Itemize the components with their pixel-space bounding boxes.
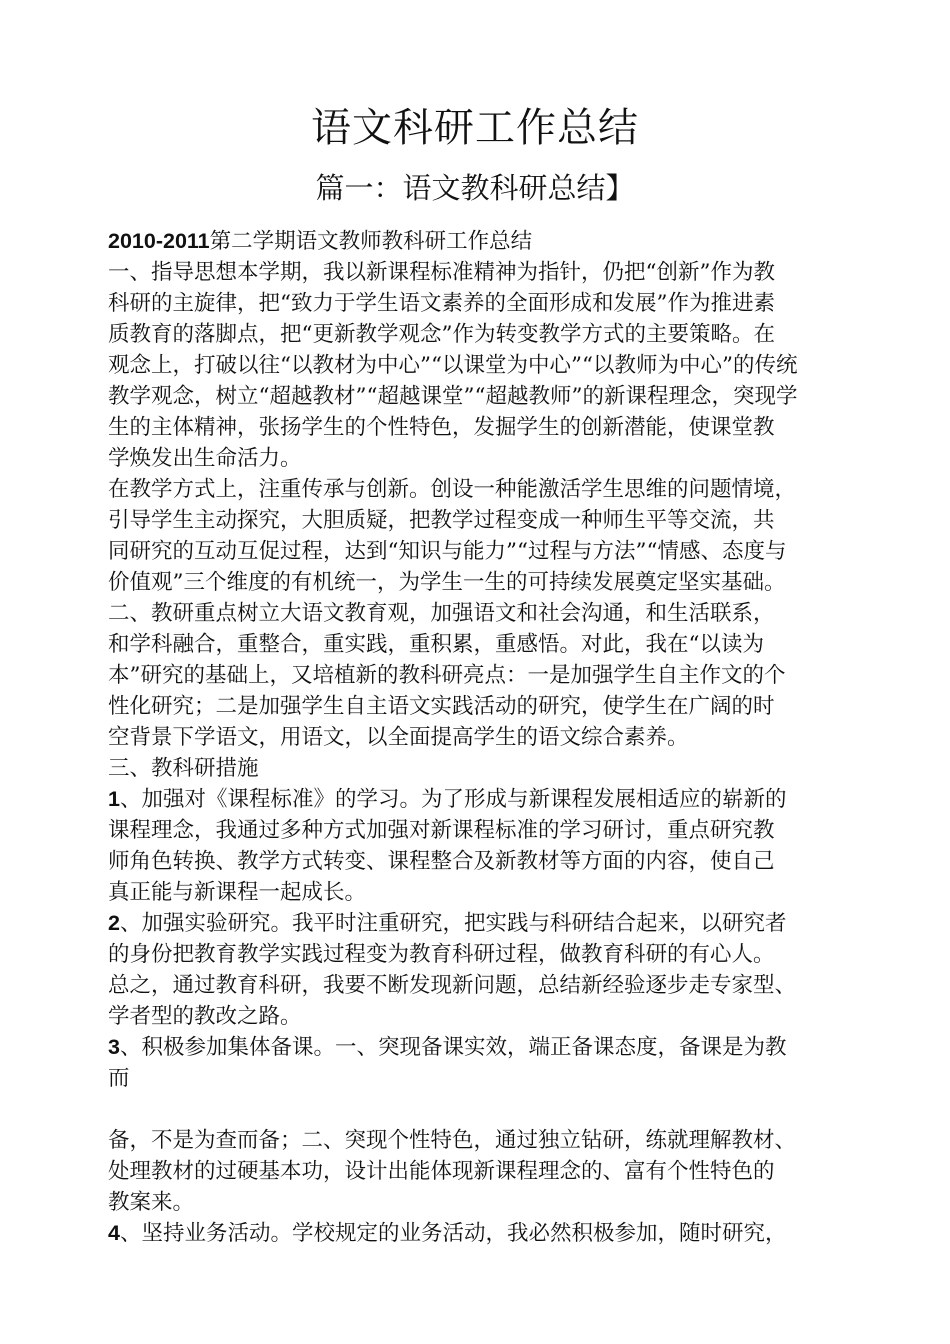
text-line: [108, 505, 848, 536]
text-line: [108, 474, 848, 505]
line-text: 第二学期语文教师教科研工作总结: [209, 229, 533, 254]
text-line: [108, 846, 848, 877]
line-lead-number: 1: [108, 787, 120, 811]
line-text: 引导学生主动探究，大胆质疑，把教学过程变成一种师生平等交流，共: [108, 508, 775, 533]
line-text: 在教学方式上，注重传承与创新。创设一种能激活学生思维的问题情境，: [108, 477, 797, 502]
text-line: [108, 753, 848, 784]
text-line: [108, 1218, 848, 1249]
line-text: 师角色转换、教学方式转变、课程整合及新教材等方面的内容，使自己: [108, 849, 775, 874]
line-text: 、坚持业务活动。学校规定的业务活动，我必然积极参加，随时研究，: [119, 1221, 787, 1246]
text-line: [108, 443, 848, 474]
line-text: 真正能与新课程一起成长。: [108, 880, 367, 905]
line-text: 价值观”三个维度的有机统一，为学生一生的可持续发展奠定坚实基础。: [108, 570, 786, 595]
line-lead-number: 3: [108, 1035, 120, 1059]
text-line: [108, 257, 848, 288]
line-text: 、加强对《课程标准》的学习。为了形成与新课程发展相适应的崭新的: [119, 787, 787, 812]
line-text: 同研究的互动互促过程，达到“知识与能力”“过程与方法”“情感、态度与: [108, 539, 787, 564]
text-line: [108, 1156, 848, 1187]
line-text: 本”研究的基础上，又培植新的教科研亮点：一是加强学生自主作文的个: [108, 663, 786, 688]
text-line: [108, 970, 848, 1001]
line-text: 学者型的教改之路。: [108, 1004, 302, 1029]
line-text: 性化研究；二是加强学生自主语文实践活动的研究，使学生在广阔的时: [108, 694, 775, 719]
line-lead-number: 4: [108, 1221, 120, 1245]
text-line: [108, 1063, 848, 1094]
text-line: [108, 288, 848, 319]
text-line: [108, 1187, 848, 1218]
text-line: [108, 877, 848, 908]
line-text: 生的主体精神，张扬学生的个性特色，发掘学生的创新潜能，使课堂教: [108, 415, 775, 440]
text-line: [108, 598, 848, 629]
line-text: 质教育的落脚点，把“更新教学观念”作为转变教学方式的主要策略。在: [108, 322, 775, 347]
text-line: [108, 1125, 848, 1156]
text-line: [108, 319, 848, 350]
line-text: 三、教科研措施: [108, 756, 259, 781]
text-line: [108, 381, 848, 412]
line-text: 备，不是为查而备；二、突现个性特色，通过独立钻研，练就理解教材、: [108, 1128, 797, 1153]
text-line: [108, 660, 848, 691]
text-line: [108, 412, 848, 443]
text-line: [108, 939, 848, 970]
line-text: 教学观念，树立“超越教材”“超越课堂”“超越教师”的新课程理念，突现学: [108, 384, 798, 409]
text-line: [108, 1032, 848, 1063]
paragraph-gap: [108, 1094, 848, 1125]
line-text: 学焕发出生命活力。: [108, 446, 302, 471]
line-lead-number: 2010-2011: [108, 229, 210, 253]
text-line: [108, 908, 848, 939]
document-title: 语文科研工作总结: [311, 105, 639, 151]
line-text: 教案来。: [108, 1190, 195, 1215]
line-text: 处理教材的过硬基本功，设计出能体现新课程理念的、富有个性特色的: [108, 1159, 775, 1184]
line-text: 和学科融合，重整合，重实践，重积累，重感悟。对此，我在“以读为: [108, 632, 764, 657]
line-text: 空背景下学语文，用语文，以全面提高学生的语文综合素养。: [108, 725, 689, 750]
text-line: [108, 722, 848, 753]
text-line: [108, 1001, 848, 1032]
line-text: 观念上，打破以往“以教材为中心”“以课堂为中心”“以教师为中心”的传统: [108, 353, 798, 378]
line-text: 一、指导思想本学期，我以新课程标准精神为指针，仍把“创新”作为教: [108, 260, 775, 285]
line-text: 科研的主旋律，把“致力于学生语文素养的全面形成和发展”作为推进素: [108, 291, 775, 316]
text-line: [108, 350, 848, 381]
line-text: 课程理念，我通过多种方式加强对新课程标准的学习研讨，重点研究教: [108, 818, 775, 843]
line-text: 的身份把教育教学实践过程变为教育科研过程，做教育科研的有心人。: [108, 942, 775, 967]
document-body: [108, 226, 848, 1249]
document-subtitle: 篇一：语文教科研总结】: [315, 171, 635, 205]
text-line: [108, 536, 848, 567]
text-line: [108, 815, 848, 846]
text-line: [108, 629, 848, 660]
line-text: 而: [108, 1066, 130, 1091]
text-line: [108, 226, 848, 257]
text-line: [108, 567, 848, 598]
text-line: [108, 691, 848, 722]
text-line: [108, 784, 848, 815]
line-text: 、加强实验研究。我平时注重研究，把实践与科研结合起来，以研究者: [119, 911, 787, 936]
line-text: 二、教研重点树立大语文教育观，加强语文和社会沟通，和生活联系，: [108, 601, 775, 626]
line-text: 总之，通过教育科研，我要不断发现新问题，总结新经验逐步走专家型、: [108, 973, 797, 998]
line-lead-number: 2: [108, 911, 120, 935]
line-text: 、积极参加集体备课。一、突现备课实效，端正备课态度，备课是为教: [119, 1035, 787, 1060]
